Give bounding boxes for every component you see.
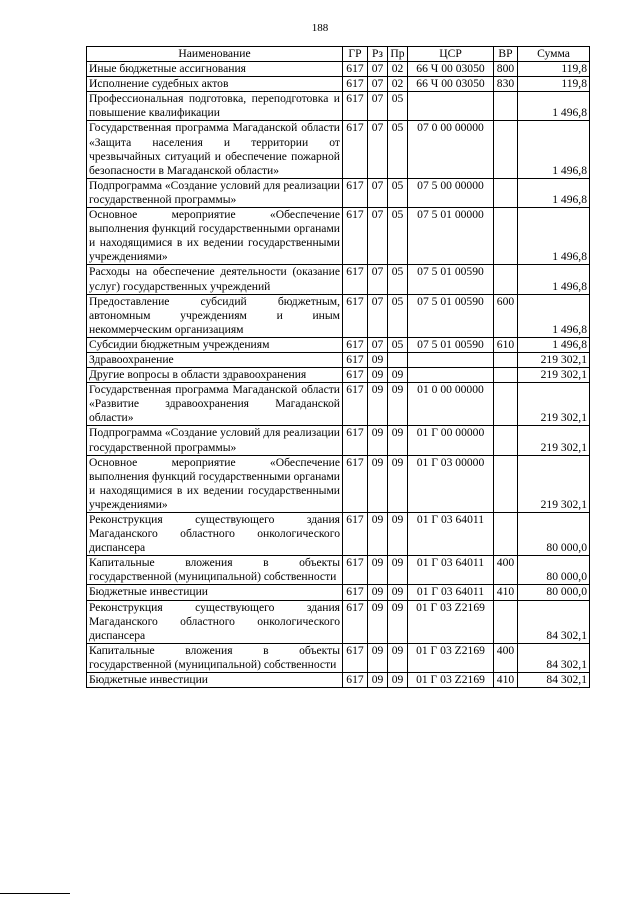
cell-sum: 1 496,8	[518, 337, 590, 352]
cell-rz: 09	[368, 513, 388, 556]
cell-csr: 01 Г 03 00000	[408, 455, 494, 512]
cell-gr: 617	[343, 556, 368, 585]
cell-gr: 617	[343, 352, 368, 367]
cell-csr: 01 Г 03 64011	[408, 556, 494, 585]
table-row	[87, 92, 590, 121]
cell-pr: 09	[388, 513, 408, 556]
cell-vr: 600	[494, 294, 518, 337]
cell-name: Расходы на обеспечение деятельности (оказание услуг) государственных учреждений	[87, 265, 343, 294]
cell-rz: 09	[368, 600, 388, 643]
cell-gr: 617	[343, 178, 368, 207]
table-row	[87, 178, 590, 207]
cell-gr: 617	[343, 265, 368, 294]
cell-gr: 617	[343, 77, 368, 92]
footnote-divider	[0, 893, 70, 894]
header-rz: Рз	[368, 47, 388, 62]
cell-gr: 617	[343, 426, 368, 455]
cell-gr: 617	[343, 673, 368, 688]
table-row	[87, 673, 590, 688]
cell-pr: 05	[388, 92, 408, 121]
cell-vr	[494, 368, 518, 383]
cell-csr	[408, 368, 494, 383]
table-row	[87, 337, 590, 352]
cell-sum: 219 302,1	[518, 455, 590, 512]
cell-csr	[408, 92, 494, 121]
table-row	[87, 265, 590, 294]
cell-rz: 07	[368, 92, 388, 121]
cell-vr: 400	[494, 643, 518, 672]
cell-rz: 09	[368, 383, 388, 426]
cell-sum: 1 496,8	[518, 265, 590, 294]
cell-csr: 01 Г 00 00000	[408, 426, 494, 455]
table-row	[87, 513, 590, 556]
cell-sum: 1 496,8	[518, 178, 590, 207]
cell-name: Иные бюджетные ассигнования	[87, 62, 343, 77]
cell-vr	[494, 352, 518, 367]
table-row	[87, 643, 590, 672]
cell-sum: 84 302,1	[518, 600, 590, 643]
table-row	[87, 352, 590, 367]
cell-gr: 617	[343, 513, 368, 556]
cell-gr: 617	[343, 455, 368, 512]
cell-sum: 219 302,1	[518, 368, 590, 383]
cell-csr: 07 5 01 00000	[408, 208, 494, 265]
cell-vr	[494, 455, 518, 512]
budget-table	[86, 46, 590, 688]
table-header-row	[87, 47, 590, 62]
cell-vr	[494, 513, 518, 556]
cell-pr: 09	[388, 368, 408, 383]
cell-pr: 09	[388, 455, 408, 512]
cell-pr: 09	[388, 600, 408, 643]
table-row	[87, 383, 590, 426]
cell-sum: 1 496,8	[518, 294, 590, 337]
cell-csr: 01 Г 03 64011	[408, 513, 494, 556]
table-row	[87, 426, 590, 455]
header-pr: Пр	[388, 47, 408, 62]
cell-rz: 07	[368, 294, 388, 337]
cell-pr: 05	[388, 121, 408, 178]
cell-vr	[494, 265, 518, 294]
cell-csr: 01 Г 03 Z2169	[408, 643, 494, 672]
cell-vr	[494, 600, 518, 643]
cell-pr: 02	[388, 77, 408, 92]
cell-rz: 07	[368, 62, 388, 77]
cell-sum: 84 302,1	[518, 643, 590, 672]
cell-csr: 07 5 01 00590	[408, 265, 494, 294]
cell-name: Капитальные вложения в объекты государственной (муниципальной) собственности	[87, 556, 343, 585]
cell-rz: 09	[368, 455, 388, 512]
cell-name: Предоставление субсидий бюджетным, автономным учреждениям и иным некоммерческим организациям	[87, 294, 343, 337]
cell-pr	[388, 352, 408, 367]
header-csr: ЦСР	[408, 47, 494, 62]
cell-name: Исполнение судебных актов	[87, 77, 343, 92]
cell-gr: 617	[343, 585, 368, 600]
cell-vr: 610	[494, 337, 518, 352]
cell-csr: 07 5 00 00000	[408, 178, 494, 207]
cell-name: Основное мероприятие «Обеспечение выполнения функций государственными органами и находящимися в их ведении государственными учреждениями»	[87, 455, 343, 512]
cell-sum: 219 302,1	[518, 352, 590, 367]
table-row	[87, 455, 590, 512]
table-row	[87, 368, 590, 383]
cell-vr: 800	[494, 62, 518, 77]
table-row	[87, 77, 590, 92]
header-sum: Сумма	[518, 47, 590, 62]
cell-name: Подпрограмма «Создание условий для реализации государственной программы»	[87, 426, 343, 455]
cell-vr	[494, 426, 518, 455]
cell-name: Другие вопросы в области здравоохранения	[87, 368, 343, 383]
page-number: 188	[311, 22, 329, 34]
cell-csr: 01 Г 03 Z2169	[408, 673, 494, 688]
cell-vr	[494, 178, 518, 207]
cell-gr: 617	[343, 337, 368, 352]
cell-csr: 66 Ч 00 03050	[408, 77, 494, 92]
cell-pr: 05	[388, 294, 408, 337]
cell-sum: 119,8	[518, 77, 590, 92]
cell-vr	[494, 121, 518, 178]
table-row	[87, 556, 590, 585]
table-row	[87, 600, 590, 643]
cell-sum: 80 000,0	[518, 513, 590, 556]
cell-pr: 09	[388, 383, 408, 426]
cell-rz: 09	[368, 673, 388, 688]
cell-csr: 01 Г 03 Z2169	[408, 600, 494, 643]
cell-name: Основное мероприятие «Обеспечение выполнения функций государственными органами и находящимися в их ведении государственными учреждениями»	[87, 208, 343, 265]
cell-gr: 617	[343, 643, 368, 672]
cell-rz: 09	[368, 368, 388, 383]
cell-name: Бюджетные инвестиции	[87, 673, 343, 688]
table-row	[87, 62, 590, 77]
cell-pr: 05	[388, 337, 408, 352]
cell-sum: 1 496,8	[518, 121, 590, 178]
cell-name: Реконструкция существующего здания Магаданского областного онкологического диспансера	[87, 513, 343, 556]
table-row	[87, 208, 590, 265]
cell-sum: 219 302,1	[518, 383, 590, 426]
cell-csr	[408, 352, 494, 367]
cell-rz: 07	[368, 121, 388, 178]
cell-pr: 09	[388, 426, 408, 455]
cell-rz: 09	[368, 643, 388, 672]
table-row	[87, 294, 590, 337]
cell-gr: 617	[343, 368, 368, 383]
cell-rz: 09	[368, 556, 388, 585]
cell-vr: 410	[494, 585, 518, 600]
cell-sum: 119,8	[518, 62, 590, 77]
cell-pr: 05	[388, 265, 408, 294]
table-row	[87, 121, 590, 178]
cell-name: Государственная программа Магаданской области «Развитие здравоохранения Магаданской области»	[87, 383, 343, 426]
cell-vr: 830	[494, 77, 518, 92]
cell-sum: 1 496,8	[518, 92, 590, 121]
cell-csr: 01 Г 03 64011	[408, 585, 494, 600]
cell-vr	[494, 383, 518, 426]
cell-rz: 07	[368, 337, 388, 352]
cell-gr: 617	[343, 383, 368, 426]
table-body	[87, 62, 590, 688]
cell-rz: 09	[368, 352, 388, 367]
cell-name: Субсидии бюджетным учреждениям	[87, 337, 343, 352]
cell-csr: 07 5 01 00590	[408, 337, 494, 352]
cell-pr: 05	[388, 208, 408, 265]
cell-sum: 84 302,1	[518, 673, 590, 688]
cell-name: Реконструкция существующего здания Магаданского областного онкологического диспансера	[87, 600, 343, 643]
header-name: Наименование	[87, 47, 343, 62]
cell-gr: 617	[343, 121, 368, 178]
cell-pr: 05	[388, 178, 408, 207]
cell-sum: 80 000,0	[518, 556, 590, 585]
cell-gr: 617	[343, 62, 368, 77]
cell-name: Здравоохранение	[87, 352, 343, 367]
cell-pr: 09	[388, 556, 408, 585]
cell-rz: 09	[368, 585, 388, 600]
cell-rz: 07	[368, 178, 388, 207]
cell-csr: 07 5 01 00590	[408, 294, 494, 337]
cell-rz: 07	[368, 208, 388, 265]
cell-gr: 617	[343, 294, 368, 337]
cell-pr: 09	[388, 585, 408, 600]
cell-pr: 02	[388, 62, 408, 77]
cell-sum: 219 302,1	[518, 426, 590, 455]
cell-vr: 410	[494, 673, 518, 688]
cell-csr: 66 Ч 00 03050	[408, 62, 494, 77]
header-gr: ГР	[343, 47, 368, 62]
cell-rz: 07	[368, 265, 388, 294]
cell-pr: 09	[388, 673, 408, 688]
header-vr: ВР	[494, 47, 518, 62]
cell-pr: 09	[388, 643, 408, 672]
cell-vr: 400	[494, 556, 518, 585]
cell-csr: 07 0 00 00000	[408, 121, 494, 178]
cell-rz: 07	[368, 77, 388, 92]
cell-gr: 617	[343, 600, 368, 643]
table-row	[87, 585, 590, 600]
cell-name: Государственная программа Магаданской области «Защита населения и территории от чрезвычайных ситуаций и обеспечение пожарной безопасности в Магаданской области»	[87, 121, 343, 178]
cell-gr: 617	[343, 92, 368, 121]
cell-sum: 80 000,0	[518, 585, 590, 600]
cell-name: Капитальные вложения в объекты государственной (муниципальной) собственности	[87, 643, 343, 672]
cell-gr: 617	[343, 208, 368, 265]
cell-sum: 1 496,8	[518, 208, 590, 265]
cell-name: Подпрограмма «Создание условий для реализации государственной программы»	[87, 178, 343, 207]
cell-name: Профессиональная подготовка, переподготовка и повышение квалификации	[87, 92, 343, 121]
cell-name: Бюджетные инвестиции	[87, 585, 343, 600]
cell-csr: 01 0 00 00000	[408, 383, 494, 426]
cell-vr	[494, 92, 518, 121]
cell-vr	[494, 208, 518, 265]
cell-rz: 09	[368, 426, 388, 455]
